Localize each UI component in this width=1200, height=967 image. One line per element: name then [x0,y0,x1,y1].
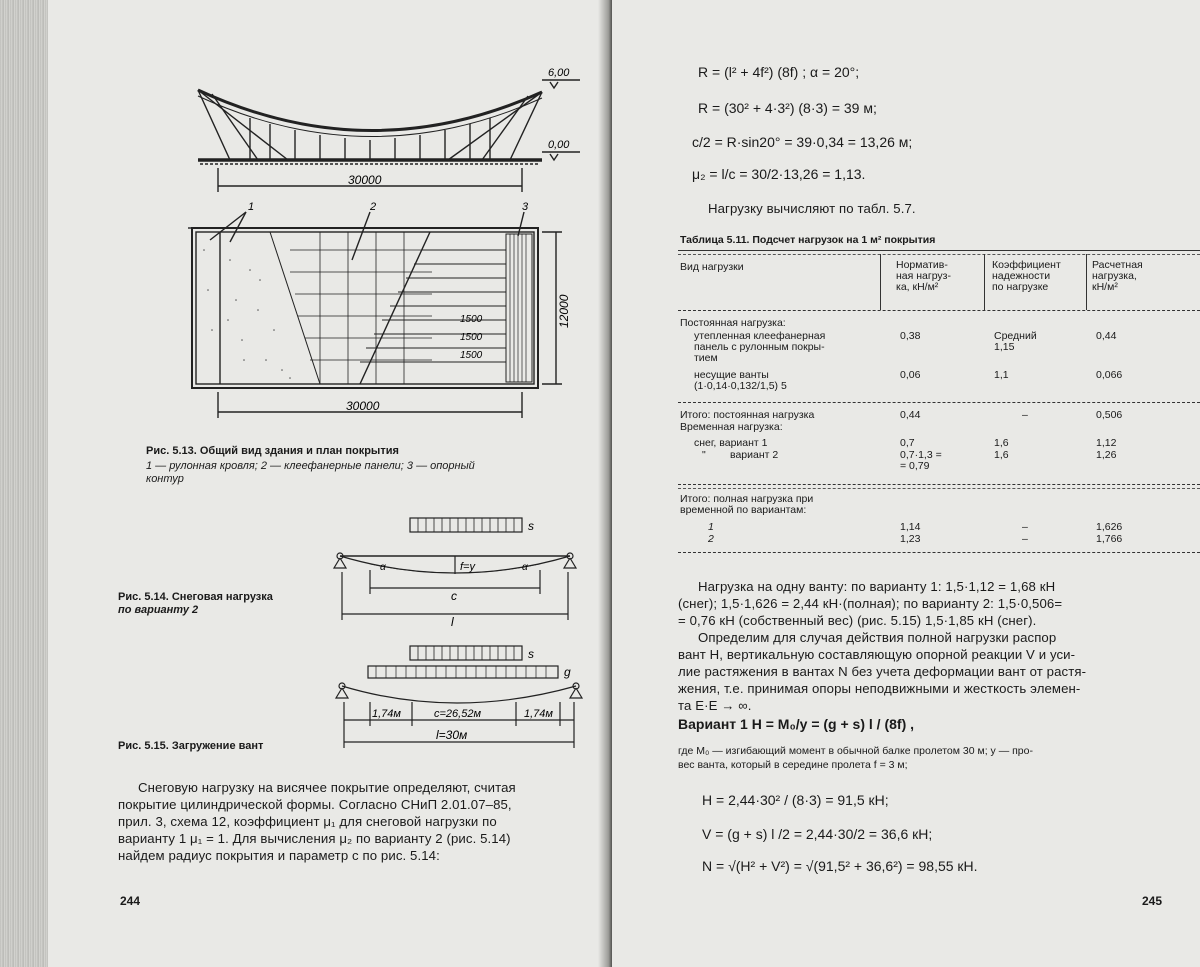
variant-1-normative: 1,14 [900,521,921,533]
table-top-rule-2 [678,254,1200,255]
table-rule-2 [678,402,1200,403]
full-total-title-l1: Итого: полная нагрузка при [680,493,814,505]
level-zero-label: 0,00 [548,139,570,151]
paragraph-line: лие растяжения в вантах N без учета деформации вант от растя- [678,664,1087,679]
page-number-left: 244 [120,894,141,908]
right-paragraph [678,578,1198,714]
formula-mu2: μ₂ = l/c = 30/2·13,26 = 1,13. [692,166,866,182]
variant-2-label: 2 [708,533,714,545]
table-title: Таблица 5.11. Подсчет нагрузок на 1 м² покрытия [680,234,936,246]
table-header-rule [678,310,1200,311]
load-s-label: s [528,647,534,661]
right-page [612,0,1200,967]
fig-5-14-caption-line1: Рис. 5.14. Снеговая нагрузка [118,591,273,603]
segment-label-2: 1500 [460,332,483,343]
header-design-l3: кН/м² [1092,281,1118,293]
cables-row-name [694,370,787,392]
fig-5-13-legend-line2: контур [146,473,184,485]
plan-label-2: 2 [370,201,377,213]
snow-v2-reliability: 1,6 [994,449,1009,461]
permanent-total-normative: 0,44 [900,409,921,421]
fig-5-14-drawing [330,510,580,630]
snow-v1-name: снег, вариант 1 [694,437,768,449]
segment-label-1: 1500 [460,314,483,325]
table-rule-3 [678,484,1200,485]
plan-depth-label: 12000 [557,294,571,328]
permanent-load-title: Постоянная нагрузка: [680,317,786,329]
fig-5-15-drawing [330,640,590,760]
paragraph-line: Нагрузка на одну ванту: по варианту 1: 1,5·1,12 = 1,68 кН [698,579,1056,594]
panel-reliability-l2: 1,15 [994,341,1015,353]
full-total-title-l2: временной по вариантам: [680,504,807,516]
where-line-2: вес ванта, который в середине пролета f = 3 м; [678,759,908,771]
panel-reliability-l1: Средний [994,330,1037,342]
formula-R: R = (l² + 4f²) (8f) ; α = 20°; [698,64,860,80]
table-rule-3b [678,488,1200,489]
variant-2-normative: 1,23 [900,533,921,545]
left-text-line: покрытие цилиндрической формы. Согласно СНиП 2.01.07–85, [118,797,512,812]
formula-c: c/2 = R·sin20° = 39·0,34 = 13,26 м; [692,134,913,150]
header-reliability [992,260,1061,293]
permanent-total-reliability: – [1022,409,1028,421]
temporary-load-title: Временная нагрузка: [680,421,783,433]
plan-label-1: 1 [248,201,255,213]
fig-5-13-caption-title: Рис. 5.13. Общий вид здания и план покрытия [146,445,399,457]
snow-v2-normative-l1: 0,7·1,3 = [900,449,942,461]
panel-row-name-l3: тием [694,352,718,364]
fig-5-13-legend-line1: 1 — рулонная кровля; 2 — клеефанерные панели; 3 — опорный [146,460,475,472]
fig-5-14-caption-line2: по варианту 2 [118,604,199,616]
snow-v2-design: 1,26 [1096,449,1117,461]
snow-v1-design: 1,12 [1096,437,1117,449]
paragraph-line: жения, т.е. принимая опоры неподвижными и жесткость элемен- [678,681,1081,696]
header-reliability-l1: Коэффициент [992,259,1061,271]
snow-v2-normative-l2: = 0,79 [900,460,930,472]
panel-normative: 0,38 [900,330,921,342]
header-normative [896,260,951,293]
snow-v2-normative [900,450,942,472]
cables-design: 0,066 [1096,369,1123,381]
table-top-rule [678,250,1200,251]
plan-label-3: 3 [522,201,529,213]
header-normative-l1: Норматив- [896,259,948,271]
formula-R-value: R = (30² + 4·3²) (8·3) = 39 м; [698,100,877,116]
permanent-total-name: Итого: постоянная нагрузка [680,409,815,421]
equation-H: H = 2,44·30² / (8·3) = 91,5 кН; [702,792,889,808]
left-text-line: прил. 3, схема 12, коэффициент μ₁ для снеговой нагрузки по [118,814,497,829]
angle-label-left: α [380,562,386,573]
col-divider-1 [880,254,881,310]
equation-V: V = (g + s) l /2 = 2,44·30/2 = 36,6 кН; [702,826,933,842]
left-text-line: варианту 1 μ₁ = 1. Для вычисления μ₂ по варианту 2 (рис. 5.14) [118,831,511,846]
chord-dim-label: c=26,52м [434,708,481,720]
cables-row-name-l1: несущие ванты [694,369,769,381]
left-text-line: найдем радиус покрытия и параметр c по рис. 5.14: [118,848,440,863]
table-bottom-rule [678,552,1200,553]
right-offset-label: 1,74м [524,708,553,720]
snow-load-label: s [528,519,534,533]
where-text [678,744,1033,772]
cables-row-name-l2: (1·0,14·0,132/1,5) 5 [694,380,787,392]
panel-row-name-l1: утепленная клеефанерная [694,330,826,342]
permanent-total-design: 0,506 [1096,409,1123,421]
variant-2-reliability: – [1022,533,1028,545]
panel-design: 0,44 [1096,330,1117,342]
load-table-ref: Нагрузку вычисляют по табл. 5.7. [708,201,916,216]
panel-reliability [994,331,1037,353]
span-dim-label: l=30м [436,728,468,742]
header-load-type: Вид нагрузки [680,261,744,273]
fig-5-13-drawing [170,60,590,425]
variant-2-design: 1,766 [1096,533,1123,545]
cables-reliability: 1,1 [994,369,1009,381]
variant-formula: Вариант 1 H = M₀/y = (g + s) l / (8f) , [678,716,915,732]
header-normative-l2: ная нагруз- [896,270,951,282]
header-design-l1: Расчетная [1092,259,1143,271]
snow-v1-normative: 0,7 [900,437,915,449]
ditto-mark: " [702,449,706,461]
level-top-label: 6,00 [548,67,570,79]
variant-1-design: 1,626 [1096,521,1123,533]
left-text-line: Снеговую нагрузку на висячее покрытие определяют, считая [138,780,516,795]
load-g-label: g [564,665,571,679]
full-total-title [680,494,813,516]
header-reliability-l2: надежности [992,270,1051,282]
header-reliability-l3: по нагрузке [992,281,1049,293]
segment-label-3: 1500 [460,350,483,361]
variant-1-reliability: – [1022,521,1028,533]
header-design [1092,260,1143,293]
paragraph-line: (снег); 1,5·1,626 = 2,44 кН·(полная); по варианту 2: 1,5·0,506= [678,596,1063,611]
elevation-span-label: 30000 [348,173,382,187]
where-line-1: где M₀ — изгибающий момент в обычной балке пролетом 30 м; y — про- [678,745,1033,757]
paragraph-line: Определим для случая действия полной нагрузки распор [698,630,1057,645]
col-divider-3 [1086,254,1087,310]
header-design-l2: нагрузка, [1092,270,1137,282]
angle-label-right: α [522,562,528,573]
equation-N: N = √(H² + V²) = √(91,5² + 36,6²) = 98,55 кН. [702,858,978,874]
plan-span-label: 30000 [346,399,380,413]
panel-row-name-l2: панель с рулонным покры- [694,341,825,353]
page-number-right: 245 [1142,894,1163,908]
snow-v2-name: вариант 2 [730,449,779,461]
cables-normative: 0,06 [900,369,921,381]
snow-v1-reliability: 1,6 [994,437,1009,449]
paragraph-line: = 0,76 кН (собственный вес) (рис. 5.15) 1,5·1,85 кН (снег). [678,613,1037,628]
fig-5-15-caption: Рис. 5.15. Загружение вант [118,740,264,752]
left-offset-label: 1,74м [372,708,401,720]
panel-row-name [694,331,825,364]
header-normative-l3: ка, кН/м² [896,281,939,293]
paragraph-line: та E·E → ∞. [678,698,752,713]
paragraph-line: вант H, вертикальную составляющую опорной реакции V и уси- [678,647,1076,662]
left-body-text [118,779,598,864]
span-label: l [451,615,454,629]
sag-label: f=y [460,561,475,573]
col-divider-2 [984,254,985,310]
variant-1-label: 1 [708,521,714,533]
page-edges [0,0,48,967]
chord-label: c [451,589,457,603]
